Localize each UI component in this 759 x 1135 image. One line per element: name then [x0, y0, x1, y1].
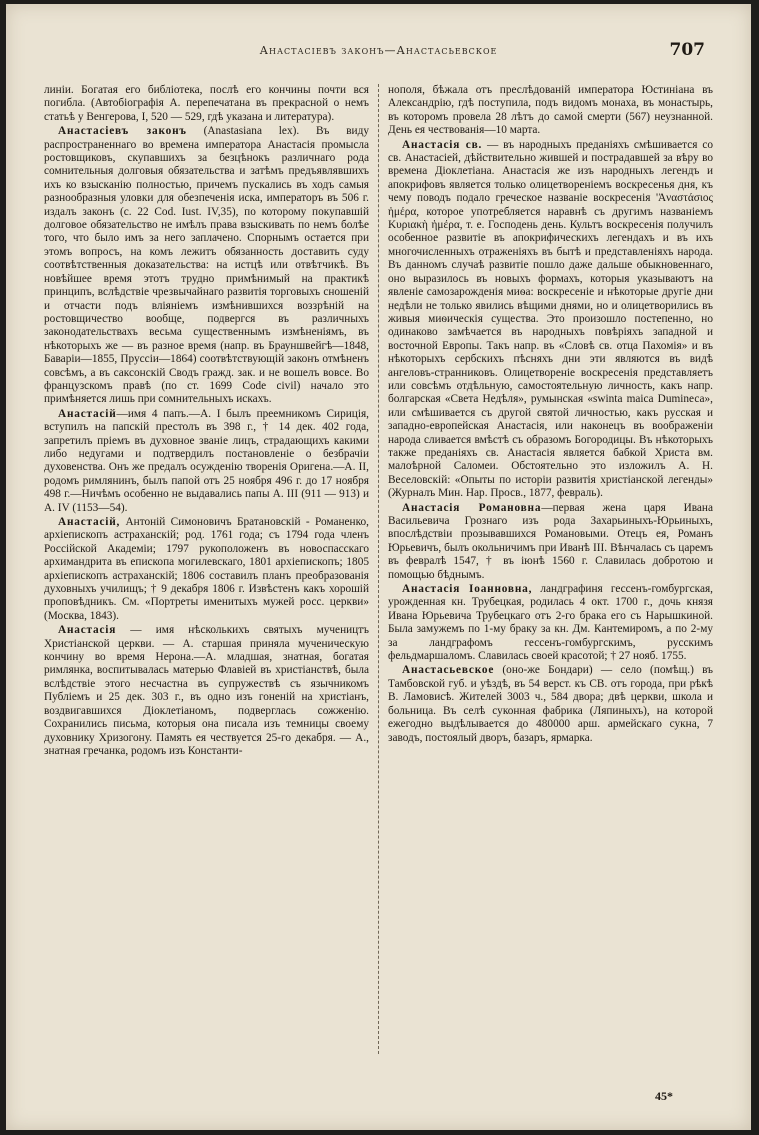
article-paragraph [388, 84, 713, 138]
article-headword: Анастасіевъ законъ [58, 125, 187, 138]
article-headword: Анастасія Романовна [402, 501, 542, 514]
article-headword: Анастасьевское [402, 664, 495, 677]
article-headword: Анастасія Іоанновна, [402, 583, 533, 596]
article-headword: Анастасія св. [402, 138, 483, 151]
article-text: — въ народныхъ преданіяхъ смѣшивается со св. Анастасіей, дѣйствительно жившей и пострадавшей за вѣру во времена Діоклетіана. Анастасія же изъ народныхъ легендъ и апокрифовъ является только олицетвореніемъ воскресенья дня, къ чему поводъ подало греческое названіе воскресенія 'Ἀναστάσιος ἡμέρα, которое употребляется наравнѣ съ другимъ названіемъ Κυριακὴ ἡμέρα, т. е. Господень день. Культъ воскресенія получилъ особенное развитіе въ апокрифическихъ легендахъ и въ ихъ многочисленныхъ отраженіяхъ въ бытѣ и представленіяхъ народа. Въ данномъ случаѣ развитіе пошло даже дальше обыкновеннаго, оно выразилось въ новыхъ формахъ, которыя указываютъ на явленіе самозарожденія миѳа: воскресеніе и нѣкоторые другіе дни недѣли не только явились вѣщими днями, но и олицетворились въ живыя миѳическія существа. Это произошло постепенно, но одинаково замѣчается въ народныхъ повѣріяхъ западной и восточной Европы. Такъ напр. въ «Словѣ св. отца Пахомія» и въ нѣкоторыхъ сербскихъ пѣсняхъ дни эти являются въ видѣ ангеловъ-странниковъ. Олицетвореніе воскресенія представляетъ или совсѣмъ отдѣльную, самостоятельную личность, какъ напр. болгарская «Света Недѣля», румынская «swinta maica Duminеса», или смѣшивается съ другой святой личностью, какъ русская и западно-европейская Анастасія, или наконецъ въ воображеніи народа сливается вмѣстѣ съ образомъ Богородицы. Въ нѣкоторыхъ также преданіяхъ св. Анастасія является бабкой Христа вм. малоѣрной Саломеи. Обстоятельно это изложилъ А. Н. Веселовскій: «Опыты по исторіи развитія христіанской легенды» (Журналъ Мин. Нар. Просв., 1877, февраль). [388, 138, 713, 500]
article-paragraph [44, 84, 369, 124]
signature-mark: 45* [655, 1089, 673, 1103]
article-text: — имя нѣсколькихъ святыхъ мучеництъ Христіанской церкви. — А. старшая приняла мученическую кончину во время Нерона.—А. младшая, знатная, богатая римлянка, воспитывалась матерью Флавіей въ христіанствѣ, была вслѣдствіе этого несчастна въ супружествѣ съ язычникомъ Публіемъ и 25 дек. 303 г., въ одно изъ гоненій на христіанъ, воздвигавшихся Діоклетіаномъ, подверглась сожженію. Сохранились письма, которыя она писала изъ темницы своему духовнику Хризогону. Память ея чествуется 25-го декабря. — А., знатная гречанка, родомъ изъ Константи- [44, 624, 369, 757]
article-headword: Анастасій, [58, 516, 121, 528]
article-paragraph [44, 516, 369, 623]
article-text: линіи. Богатая его библіотека, послѣ его кончины почти вся погибла. (Автобіографія А. перепечатана въ прекрасной о немъ статьѣ у Венгерова, I, 520 — 529, гдѣ указана и литература). [44, 84, 369, 123]
article-paragraph [388, 139, 713, 501]
article-text: —имя 4 папъ.—А. I былъ преемникомъ Сириція, вступилъ на папскій престолъ въ 398 г., † 14 дек. 402 года, запретилъ пріемъ въ духовное званіе лицъ, страдающихъ какими либо недугами и подтвердилъ постановленіе о безбрачіи духовенства. Онъ же предалъ осужденію творенія Оригена.—А. II, родомъ римлянинъ, былъ папой отъ 25 ноября 496 г. до 17 ноября 498 г.—Ничѣмъ особенно не выдавались папы А. III (911 — 913) и А. IV (1153—54). [44, 407, 369, 514]
article-text: —первая жена царя Ивана Васильевича Грознаго изъ рода Захарьиныхъ-Юрьиныхъ, впослѣдствіи прозывавшихся Романовыми. Отецъ ея, Романъ Юрьевичъ, былъ окольничимъ при Иванѣ III. Вѣнчалась съ царемъ въ февралѣ 1547, † въ іюнѣ 1560 г. Славилась добротою и помощью бѣднымъ. [388, 501, 713, 581]
page-header [6, 40, 751, 66]
column-divider [378, 84, 379, 1054]
article-headword: Анастасія [58, 624, 117, 637]
left-column [44, 84, 369, 759]
article-paragraph [388, 502, 713, 582]
article-text: нополя, бѣжала отъ преслѣдованій императора Юстиніана въ Александрію, гдѣ поступила, подъ видомъ монаха, въ монастырь, въ которомъ провела 28 лѣтъ до самой смерти (567) неузнанной. День ея чествованія—10 марта. [388, 84, 713, 137]
page-number: 707 [669, 40, 705, 60]
article-paragraph [44, 408, 369, 515]
article-headword: Анастасій [58, 407, 117, 420]
article-text: (оно-же Бондари) — село (помѣщ.) въ Тамбовской губ. и уѣздѣ, въ 54 верст. къ СВ. отъ города, при рѣкѣ В. Ламовисѣ. Жителей 3003 ч., 584 двора; двѣ церкви, школа и больница. Въ селѣ суконная фабрика (Ляпиныхъ), на которой ежегодно выдѣлывается до 480000 арш. армейскаго сукна, 7 заводъ, постоялый дворъ, базаръ, ярмарка. [388, 664, 713, 744]
article-paragraph [388, 664, 713, 744]
article-paragraph [44, 624, 369, 758]
article-paragraph [44, 125, 369, 407]
right-column [388, 84, 713, 746]
running-head: Анастасіевъ законъ—Анастасьевское [259, 44, 498, 57]
article-paragraph [388, 583, 713, 663]
article-text: ландграфиня гессенъ-гомбургская, урожденная кн. Трубецкая, родилась 4 окт. 1700 г., дочь князя Ивана Юрьевича Трубецкаго отъ 2-го брака его съ Нарышкиной. Была замужемъ по 1-му браку за кн. Дм. Кантемиромъ, а по 2-му за ландграфомъ гессенъ-гомбургскимъ, русскимъ фельдмаршаломъ. Славилась своей красотой; † 27 нояб. 1755. [388, 583, 713, 663]
article-text: (Anastasiana lex). Въ виду распространеннаго во времена императора Анастасія промысла ростовщиковъ, скупавшихъ за безцѣнокъ различнаго рода сомнительныя долговыя обязательства и затѣмъ предъявлявшихъ ихъ ко взысканію полностью, причемъ пускались въ ходъ самыя разнообразныя уловки для обезпеченія иска, императоръ въ 506 г. издалъ законъ (с. 22 Cod. Iust. IV,35), по которому покупавшій долговое обязательство не имѣлъ права взыскивать по немъ болѣе того, что было имъ за него заплачено. Спорнымъ остается при этомъ вопросъ, на комъ лежитъ обязанность доставить суду соотвѣтственныя доказательства: на истцѣ или отвѣтчикѣ. Въ новѣйшее время этотъ трудно примѣнимый на практикѣ принципъ, вслѣдствіе чрезвычайнаго развитія торговыхъ сношеній и отчасти подъ вліяніемъ измѣнившихся воззрѣній на ростовщичество вообще, подвергся въ различныхъ законодательствахъ весьма существеннымъ измѣненіямъ, въ нѣкоторыхъ же — въ разное время (напр. въ Брауншвейгѣ—1848, Баваріи—1855, Пруссіи—1864) соотвѣтствующій законъ отмѣненъ совсѣмъ, а въ саксонскій Сводъ гражд. зак. и не вошелъ вовсе. Во французскомъ правѣ (по ст. 1699 Code civil) начало это примѣняется лишь при сомнительныхъ искахъ. [44, 125, 369, 406]
book-page [6, 4, 751, 1130]
article-text: Антоній Симоновичъ Братановскій - Романенко, архіепископъ астраханскій; род. 1761 года; съ 1794 года членъ Россійской Академіи; 1797 рукоположенъ въ новоспасскаго архимандрита въ епископа могилевскаго, 1801 архіепископъ; 1805 архіепископъ астраханскій; 1806 составилъ планъ преобразованія духовныхъ училищъ; † 9 декабря 1806 г. Извѣстенъ какъ хорошій проповѣдникъ. См. «Портреты именитыхъ мужей росс. церкви» (Москва, 1843). [44, 516, 369, 622]
